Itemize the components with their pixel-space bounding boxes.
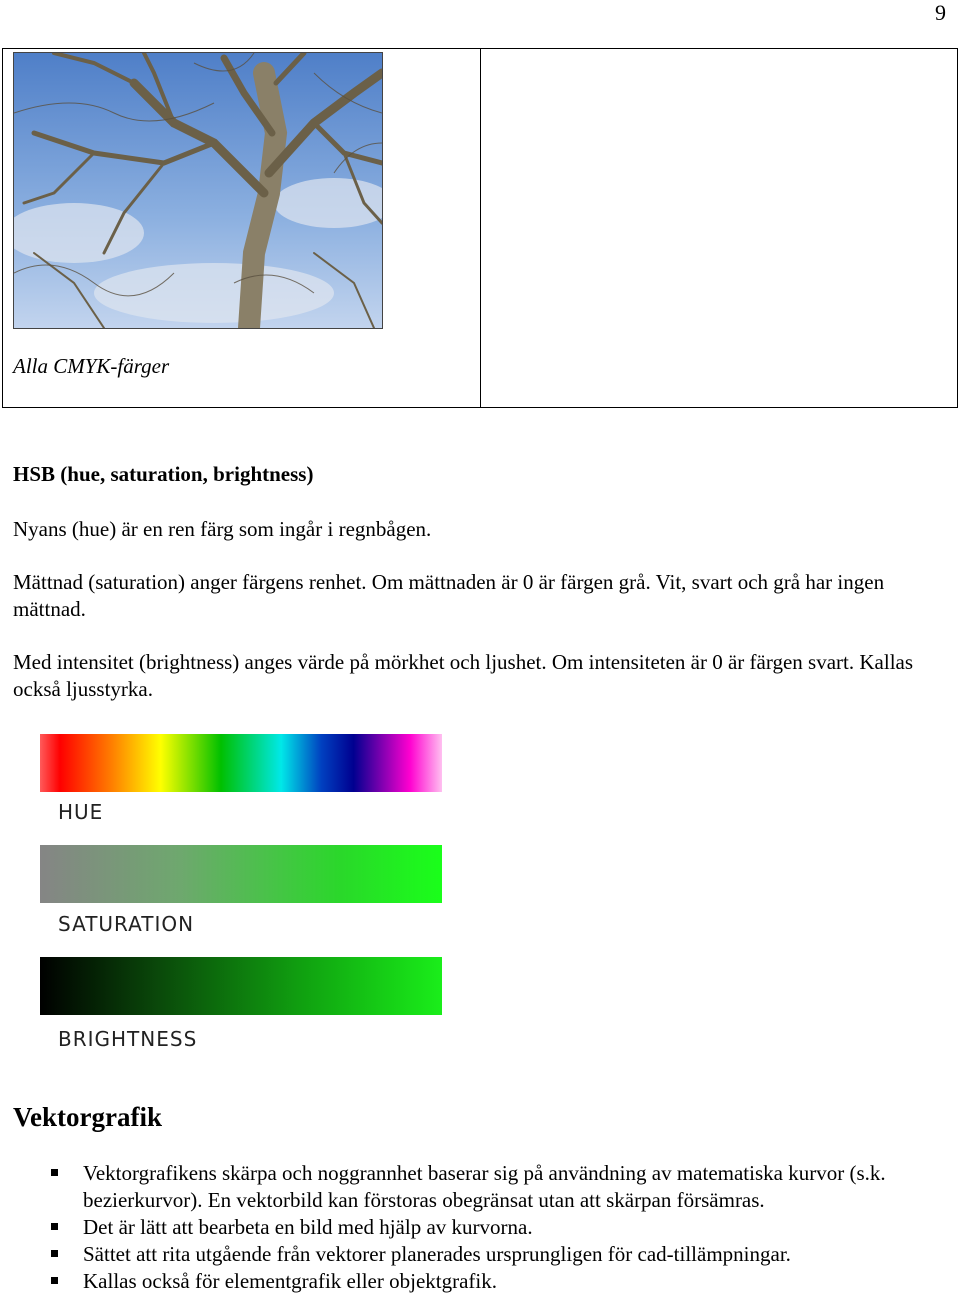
bullet-text: Sättet att rita utgående från vektorer planerades ursprungligen för cad-tillämpningar. [83,1242,791,1266]
brightness-gradient-bar [40,957,442,1015]
hsb-heading: HSB (hue, saturation, brightness) [13,462,314,486]
bullet-marker [51,1223,58,1230]
image-table [2,48,958,408]
tree-photo [13,52,383,329]
bullet-marker [51,1277,58,1284]
hue-gradient-bar [40,734,442,792]
vector-heading: Vektorgrafik [13,1102,162,1132]
brightness-label: BRIGHTNESS [58,1027,198,1051]
list-item [48,1160,948,1214]
table-divider [480,49,481,407]
hsb-paragraph-saturation: Mättnad (saturation) anger färgens renhet. Om mättnaden är 0 är färgen grå. Vit, svart och grå har ingen mättnad. [13,570,885,621]
bullet-text: Vektorgrafikens skärpa och noggrannhet baserar sig på användning av matematiska kurvor (s.k. bezierkurvor). En vektorbild kan förstoras obegränsat utan att skärpan försämras. [83,1161,886,1212]
hsb-paragraph-brightness: Med intensitet (brightness) anges värde på mörkhet och ljushet. Om intensiteten är 0 är färgen svart. Kallas också ljusstyrka. [13,650,914,701]
vector-bullet-list [48,1160,948,1295]
list-item [48,1241,948,1268]
figure-caption: Alla CMYK-färger [13,354,170,378]
list-item [48,1214,948,1241]
page-number: 9 [935,0,946,25]
bullet-text: Det är lätt att bearbeta en bild med hjälp av kurvorna. [83,1215,533,1239]
bullet-marker [51,1250,58,1257]
saturation-label: SATURATION [58,912,195,936]
bullet-marker [51,1169,58,1176]
bullet-text: Kallas också för elementgrafik eller objektgrafik. [83,1269,497,1293]
saturation-gradient-bar [40,845,442,903]
list-item [48,1268,948,1295]
hsb-paragraph-hue: Nyans (hue) är en ren färg som ingår i regnbågen. [13,517,432,541]
hue-label: HUE [58,800,104,824]
